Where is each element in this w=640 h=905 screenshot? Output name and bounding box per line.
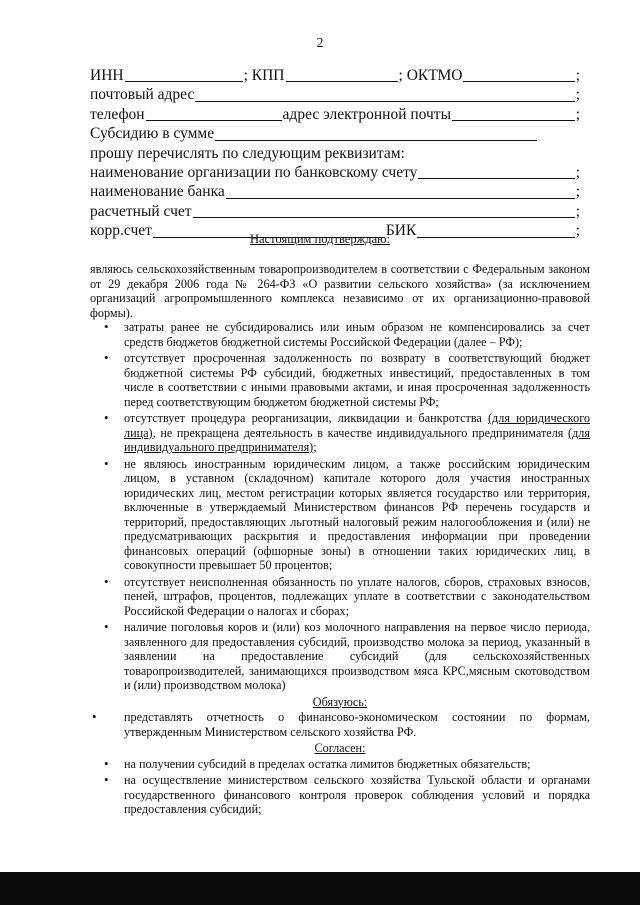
list-item: • на осуществление министерством сельского хозяйства Тульской области и органами государственного финансового контроля проверок соблюдения условий и порядка предоставления субсидий; (104, 772, 590, 816)
confirm-heading: Настоящим подтверждаю: (250, 232, 390, 246)
row-bank-name (90, 182, 580, 201)
postal-address-field[interactable] (195, 88, 574, 102)
kpp-label: ; КПП (243, 66, 285, 84)
postal-address-label: почтовый адрес (90, 86, 195, 104)
agree-heading: Согласен: (314, 741, 366, 755)
semicolon: ; (575, 105, 580, 123)
bank-name-label: наименование банка (90, 183, 225, 201)
bullet-icon: • (104, 455, 109, 471)
oktmo-label: ; ОКТМО (398, 66, 463, 84)
semicolon: ; (575, 202, 580, 220)
list-item: • отсутствует просроченная задолженность по возврату в соответствующий бюджет бюджетной системы РФ субсидий, бюджетных инвестиций, предоставленных в том числе в соответствии с иными правовыми актами, и иная просроченная задолженность перед соответствующим бюджетом бюджетной системы РФ; (104, 350, 590, 409)
bik-label: БИК (385, 222, 417, 240)
inn-label: ИНН (90, 66, 124, 84)
bullet-icon: • (104, 573, 109, 589)
semicolon: ; (575, 163, 580, 181)
account-label: расчетный счет (90, 202, 192, 220)
row-transfer (90, 144, 580, 163)
row-account (90, 202, 580, 221)
list-item: • не являюсь иностранным юридическим лицом, а также российским юридическим лицом, в уставном (складочном) капитале которого доля участия иностранных юридических лиц, местом регистрации которых является государство или территория, включенные в утверждаемый Министерством финансов РФ перечень государств и территорий, предоставляющих льготный налоговый режим налогообложения и (или) не предусматривающих раскрытия и предоставления информации при проведении финансовых операций (офшорные зоны) в отношении таких юридических лиц, в совокупности превышает 50 процентов; (104, 455, 590, 572)
org-name-label: наименование организации по банковскому счету (90, 163, 418, 181)
row-org-name (90, 163, 580, 182)
email-label: адрес электронной почты (282, 105, 451, 123)
corr-account-label: корр.счет (90, 222, 152, 240)
statements-list (90, 320, 590, 819)
intro-paragraph: являюсь сельскохозяйственным товаропроизводителем в соответствии с Федеральным законом от 29 декабря 2006 года № 264-ФЗ «О развитии сельского хозяйства» (за исключением организаций агропромышленного комплекса независимо от их организационно-правовой формы). (90, 262, 590, 320)
inn-field[interactable] (125, 68, 243, 82)
email-field[interactable] (452, 107, 575, 121)
semicolon: ; (575, 86, 580, 104)
row-subsidy (90, 124, 580, 143)
bullet-icon: • (104, 319, 109, 334)
transfer-label: прошу перечислять по следующим реквизитам: (90, 144, 405, 162)
list-item: • наличие поголовья коров и (или) коз молочного направления на первое число периода, заявленного для предоставления субсидий, производство молока за период, указанный в заявлении на предоставление субсидий (для сельскохозяйственных товаропроизводителей, занимающихся производством мяса КРС,мясным скотоводством и (или) производством молока) (104, 619, 590, 692)
account-field[interactable] (193, 204, 575, 218)
bullet-icon: • (92, 709, 97, 724)
list-item: • отсутствует неисполненная обязанность по уплате налогов, сборов, страховых взносов, пеней, штрафов, процентов, подлежащих уплате в соответствии с законодательством Российской Федерации о налогах и сборах; (104, 573, 590, 618)
requisites-form (90, 66, 580, 241)
semicolon: ; (575, 66, 580, 84)
bullet-icon: • (104, 350, 109, 365)
bullet-icon: • (104, 619, 109, 634)
subsidy-amount-field[interactable] (215, 127, 537, 141)
subsidy-label: Субсидию в сумме (90, 125, 215, 143)
semicolon: ; (575, 222, 580, 240)
scan-edge-band (0, 872, 640, 905)
row-phone-email (90, 105, 580, 124)
list-item: • отсутствует процедура реорганизации, ликвидации и банкротства (для юридического лица), не прекращена деятельность в качестве индивидуального предпринимателя (для индивидуального предпринимателя); (104, 410, 590, 454)
row-postal-address (90, 85, 580, 104)
oblige-heading: Обязуюсь: (312, 694, 368, 709)
org-name-field[interactable] (418, 165, 574, 179)
bullet-icon: • (104, 772, 109, 787)
list-item: • представлять отчетность о финансово-экономическом состоянии по формам, утвержденным Министерством сельского хозяйства РФ. (92, 709, 590, 739)
bullet-icon: • (104, 410, 109, 425)
phone-label: телефон (90, 105, 145, 123)
kpp-field[interactable] (286, 68, 398, 82)
list-item: • на получении субсидий в пределах остатка лимитов бюджетных обязательств; (104, 755, 531, 771)
row-inn-kpp-oktmo (90, 66, 580, 85)
page-number: 2 (316, 36, 324, 51)
oktmo-field[interactable] (463, 68, 574, 82)
bank-name-field[interactable] (226, 185, 575, 199)
list-item: • затраты ранее не субсидировались или иным образом не компенсировались за счет средств бюджетов бюджетной системы Российской Федерации (далее – РФ); (104, 319, 590, 349)
semicolon: ; (575, 183, 580, 201)
bullet-icon: • (104, 755, 109, 771)
phone-field[interactable] (146, 107, 282, 121)
